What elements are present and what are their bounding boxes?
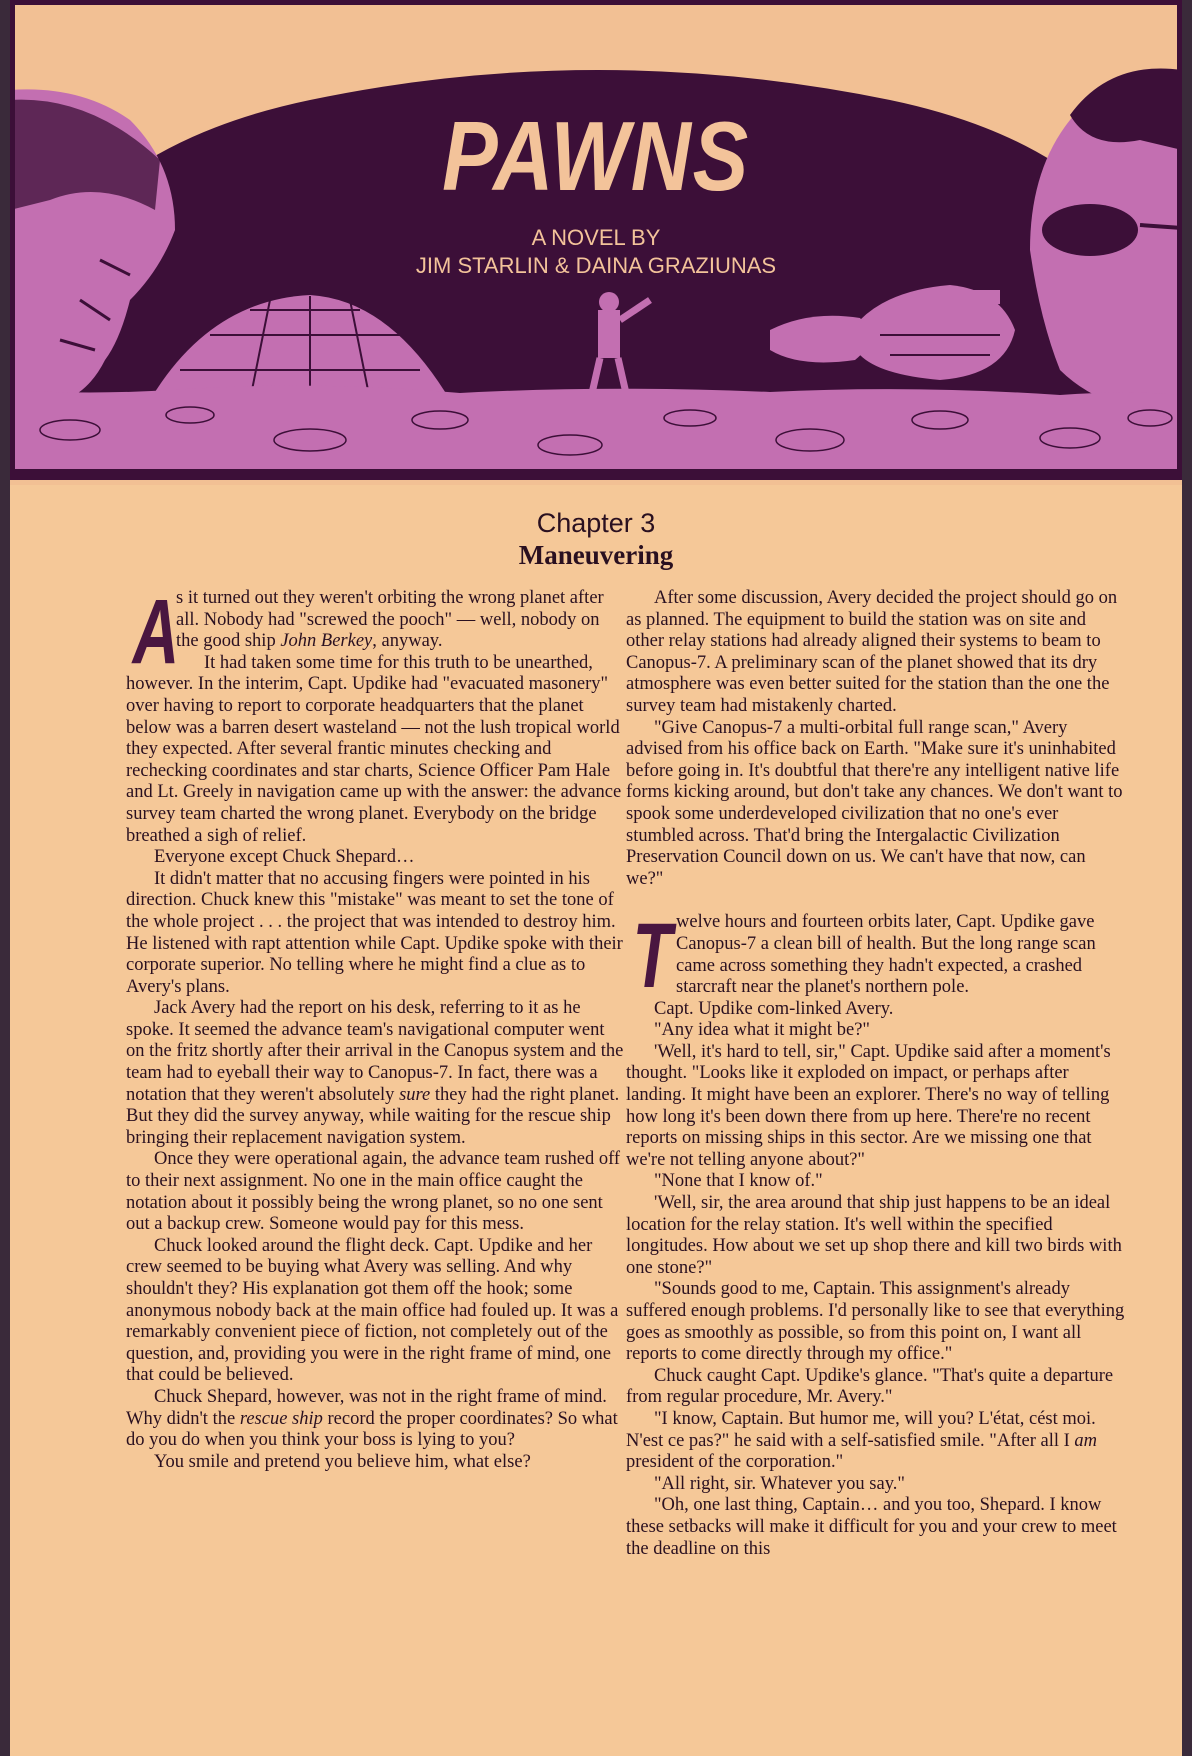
paragraph: Chuck looked around the flight deck. Capt. Updike and her crew seemed to be buying what Avery was selling. And why shouldn't they? His explanation got them off the hook; some anonymous nobody back at the main office had fouled up. It was a remarkably convenient piece of fiction, not completely out of the question, and, providing you were in the right frame of mind, one that could be believed. (126, 1235, 619, 1386)
paragraph: 'Well, sir, the area around that ship just happens to be an ideal location for the relay station. It's well within the specified longitudes. How about we set up shop there and kill two birds with one stone?" (626, 1193, 1122, 1278)
paragraph: It had taken some time for this truth to be unearthed, however. In the interim, Capt. Updike had "evacuated masonery" over having to report to corporate headquarters that the planet below was a barren desert wasteland — not the lush tropical world they expected. After several frantic minutes checking and rechecking coordinates and star charts, Science Officer Pam Hale and Lt. Greely in navigation came up with the answer: the advance survey team charted the wrong planet. Everybody on the bridge breathed a sigh of relief. (126, 652, 622, 846)
paragraph: "Sounds good to me, Captain. This assignment's already suffered enough problems. I'd personally like to see that everything goes as smoothly as possible, so from this point on, I want all reports to come directly through my office." (626, 1279, 1125, 1365)
paragraph: "Any idea what it might be?" (654, 1020, 870, 1041)
paragraph: "Give Canopus-7 a multi-orbital full range scan," Avery advised from his office back on Earth. "Make sure it's uninhabited before going in. It's doubtful that there're any intelligent native life forms kicking around, but don't take any chances. We don't want to spook some underdeveloped civilization that no one's ever stumbled across. That'd bring the Intergalactic Civilization Preservation Council down on us. We can't have that now, can we?" (626, 717, 1123, 889)
paragraph: After some discussion, Avery decided the project should go on as planned. The equipment to build the station was on site and other relay stations had already aligned their systems to beam to Canopus-7. A preliminary scan of the planet showed that its dry atmosphere was even better suited for the station than the one the survey team had mistakenly charted. (626, 588, 1118, 716)
paragraph: Once they were operational again, the advance team rushed off to their next assignment. No one in the main office caught the notation about it possibly being the wrong planet, so no one sent out a backup crew. Someone would pay for this mess. (126, 1149, 621, 1235)
paragraph: A s it turned out they weren't orbiting the wrong planet after all. Nobody had "screwed the pooch" — well, nobody on the good ship John Berkey, anyway. (132, 581, 604, 683)
paragraph: "All right, sir. Whatever you say." (654, 1473, 905, 1494)
byline-authors: JIM STARLIN & DAINA GRAZIUNAS (415, 253, 777, 278)
paragraph: It didn't matter that no accusing fingers were pointed in his direction. Chuck knew this "mistake" was meant to set the tone of the whole project . . . the project that was intended to destroy him. He listened with rapt attention while Capt. Updike spoke with their corporate superior. No telling where he might find a clue as to Avery's plans. (126, 868, 623, 997)
magazine-page (10, 0, 1182, 1756)
paragraph: "I know, Captain. But humor me, will you? L'état, cést moi. N'est ce pas?" he said with a self-satisfied smile. "After all I am president of the corporation." (626, 1408, 1098, 1473)
paragraph: "Oh, one last thing, Captain… and you too, Shepard. I know these setbacks will make it difficult for you and your crew to meet the deadline on this (626, 1495, 1117, 1559)
paragraph: Jack Avery had the report on his desk, referring to it as he spoke. It seemed the advance team's navigational computer went on the fritz shortly after their arrival in the Canopus system and the team had to eyeball their way to Canopus-7. In fact, there was a notation that they weren't absolutely sure they had the right planet. But they did the survey anyway, while waiting for the rescue ship bringing their replacement navigation system. (126, 998, 624, 1148)
paragraph: Everyone except Chuck Shepard… (154, 847, 415, 868)
drop-cap: A (132, 581, 180, 683)
chapter-title: Maneuvering (518, 540, 674, 570)
drop-cap: T (632, 905, 672, 1008)
paragraph: You smile and pretend you believe him, what else? (154, 1451, 531, 1472)
story-title: PAWNS (442, 101, 750, 211)
paragraph: Chuck Shepard, however, was not in the right frame of mind. Why didn't the rescue ship record the proper coordinates? So what do you do when you think your boss is lying to you? (126, 1386, 618, 1451)
paragraph: Twelve hours and fourteen orbits later, Capt. Updike gave Canopus-7 a clean bill of health. But the long range scan came across something they hadn't expected, a crashed starcraft near the planet's northern pole. (632, 905, 1096, 1008)
chapter-number: Chapter 3 (536, 508, 656, 538)
rocky-ground (10, 386, 1182, 470)
text-column-right (626, 588, 1126, 1560)
paragraph: Capt. Updike com-linked Avery. (654, 998, 894, 1019)
ship-name: John Berkey (280, 631, 373, 652)
text-column-left (126, 581, 626, 1473)
paragraph: 'Well, it's hard to tell, sir," Capt. Updike said after a moment's thought. "Looks like it exploded on impact, or perhaps after landing. It might have been an explorer. There's no way of telling how long it's been down there from up here. There're no recent reports on missing ships in this sector. Are we missing one that we're not telling anyone about?" (626, 1041, 1111, 1170)
paragraph: Chuck caught Capt. Updike's glance. "That's quite a departure from regular procedure, Mr. Avery." (626, 1365, 1114, 1408)
byline (10, 224, 1182, 280)
byline-line-1: A NOVEL BY (531, 225, 661, 250)
soldier-figure (598, 310, 620, 358)
title-banner (10, 0, 1182, 485)
paragraph: "None that I know of." (654, 1171, 823, 1192)
